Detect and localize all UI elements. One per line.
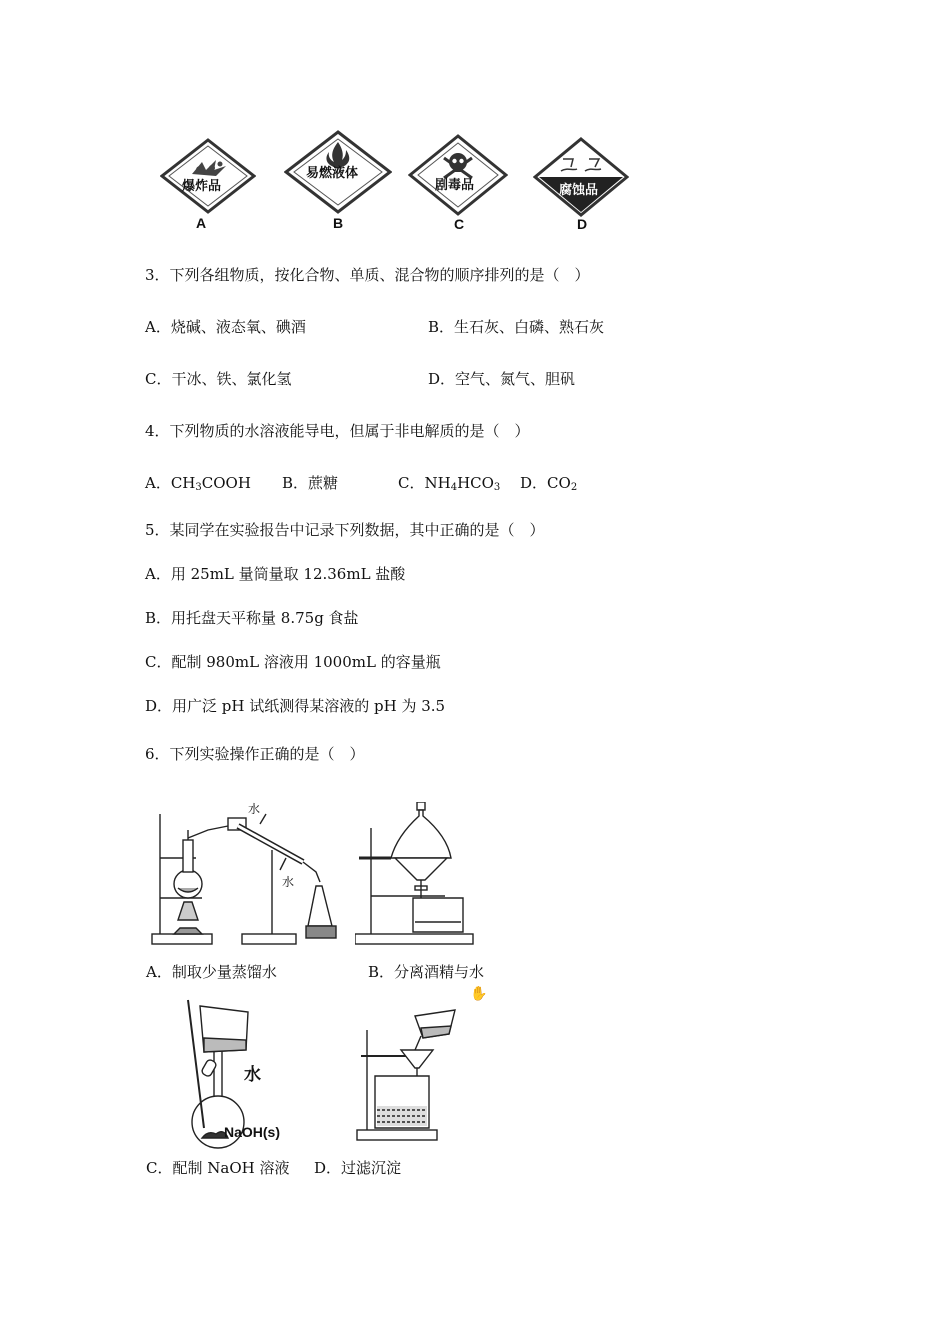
figure-d-caption: D．过滤沉淀 — [314, 1159, 402, 1177]
hazard-letter-d: D — [577, 216, 588, 232]
q6-stem: 6．下列实验操作正确的是（ ） — [145, 745, 365, 763]
q3-option-c: C．干冰、铁、氯化氢 — [145, 370, 292, 388]
q4-option-a: A．$CH_3COOH$ — [145, 474, 251, 493]
q3-option-b: B．生石灰、白磷、熟石灰 — [428, 318, 605, 336]
hazard-label-b: 易燃液体 — [306, 166, 359, 181]
q3-option-d: D．空气、氮气、胆矾 — [428, 370, 576, 388]
q4-option-d: D．$CO_2$ — [520, 474, 578, 493]
q4-stem: 4．下列物质的水溶液能导电，但属于非电解质的是（ ） — [145, 422, 530, 440]
q3-stem: 3．下列各组物质，按化合物、单质、混合物的顺序排列的是（ ） — [145, 266, 590, 284]
hazard-letter-a: A — [196, 215, 207, 231]
distillation-water-in-label: 水 — [248, 802, 261, 816]
figure-separatory-funnel — [355, 802, 475, 947]
q4-option-b: B．蔗糖 — [282, 474, 339, 492]
hazard-letter-c: C — [454, 216, 465, 232]
q3-option-a: A．烧碱、液态氧、碘酒 — [145, 318, 306, 336]
distillation-water-out-label: 水 — [282, 875, 295, 889]
q5-stem: 5．某同学在实验报告中记录下列数据，其中正确的是（ ） — [145, 521, 545, 539]
flask-water-label: 水 — [244, 1065, 261, 1084]
figure-distillation — [148, 800, 358, 950]
hazard-sign-corrosive — [533, 137, 629, 217]
hazard-label-c: 剧毒品 — [435, 178, 475, 193]
q5-option-b: B．用托盘天平称量 8.75g 食盐 — [145, 609, 359, 627]
q5-option-c: C．配制 980mL 溶液用 1000mL 的容量瓶 — [145, 653, 441, 671]
hazard-label-d: 腐蚀品 — [559, 183, 599, 198]
q5-option-d: D．用广泛 pH 试纸测得某溶液的 pH 为 3.5 — [145, 697, 446, 715]
hazard-label-a: 爆炸品 — [182, 179, 222, 194]
figure-b-caption: B．分离酒精与水 — [368, 963, 485, 981]
figure-c-caption: C．配制 NaOH 溶液 — [146, 1159, 290, 1177]
flask-naoh-label: NaOH(s) — [224, 1124, 281, 1140]
q5-option-a: A．用 25mL 量筒量取 12.36mL 盐酸 — [145, 565, 406, 583]
figure-filtration — [355, 996, 465, 1144]
hazard-letter-b: B — [333, 215, 344, 231]
figure-a-caption: A．制取少量蒸馏水 — [146, 963, 277, 981]
q4-option-c: C．$NH_4HCO_3$ — [398, 474, 501, 493]
hand-cursor-icon: ✋ — [470, 986, 488, 1002]
